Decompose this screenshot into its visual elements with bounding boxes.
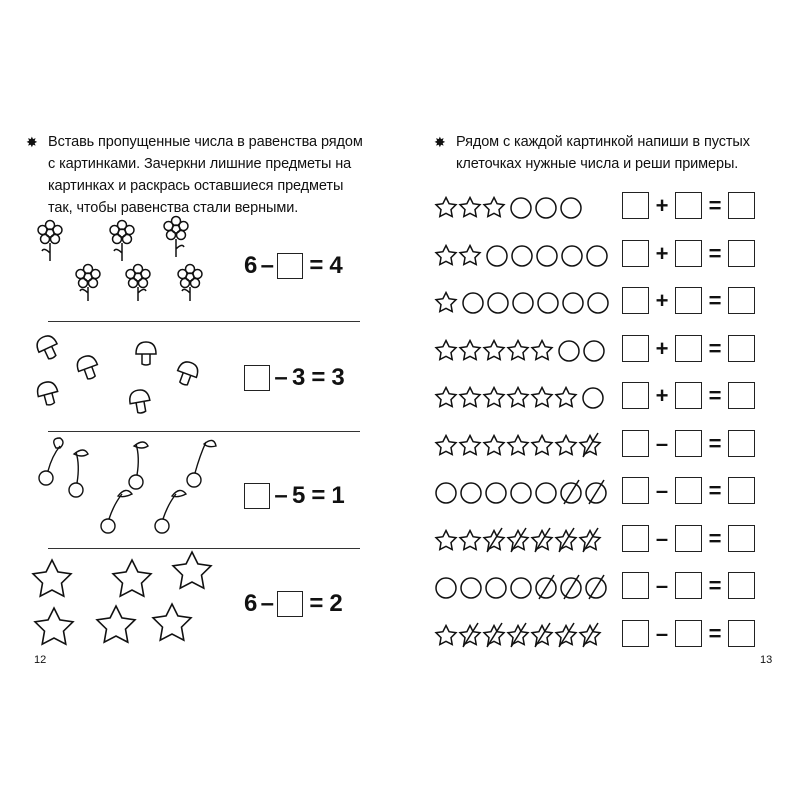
crossed-star-icon bbox=[532, 528, 552, 552]
circle-icon bbox=[461, 578, 481, 598]
shapes-picture bbox=[434, 572, 619, 604]
plus-sign: + bbox=[655, 288, 669, 313]
circle-icon bbox=[587, 246, 607, 266]
equals-sign: = bbox=[708, 620, 722, 646]
page-number: 12 bbox=[34, 654, 47, 666]
crossed-star-icon bbox=[460, 623, 480, 647]
equals-sign: = bbox=[309, 590, 324, 617]
flower-icon bbox=[76, 265, 100, 302]
star-icon bbox=[484, 340, 504, 359]
row-equation bbox=[622, 240, 755, 267]
equals-sign: = bbox=[708, 193, 722, 218]
circle-icon bbox=[511, 483, 531, 503]
answer-box[interactable] bbox=[675, 525, 702, 552]
equation-number: 6 bbox=[244, 252, 258, 279]
flowers-picture bbox=[30, 215, 230, 305]
equation-1 bbox=[244, 252, 343, 280]
circle-icon bbox=[436, 483, 456, 503]
answer-box[interactable] bbox=[728, 620, 755, 647]
circle-icon bbox=[538, 293, 558, 313]
star-icon bbox=[436, 293, 456, 312]
flower-icon bbox=[126, 265, 150, 302]
left-instruction bbox=[26, 131, 378, 219]
answer-box[interactable] bbox=[728, 192, 755, 219]
answer-box[interactable] bbox=[675, 430, 702, 457]
answer-box[interactable] bbox=[622, 430, 649, 457]
star-icon bbox=[436, 388, 456, 407]
circle-icon bbox=[486, 578, 506, 598]
star-icon bbox=[97, 606, 135, 642]
star-icon bbox=[436, 625, 456, 644]
crossed-circle-icon bbox=[561, 480, 581, 504]
answer-box[interactable] bbox=[728, 240, 755, 267]
circle-icon bbox=[583, 388, 603, 408]
answer-box[interactable] bbox=[728, 335, 755, 362]
minus-sign: – bbox=[274, 482, 288, 509]
answer-box[interactable] bbox=[675, 192, 702, 219]
crossed-circle-icon bbox=[561, 575, 581, 599]
shapes-picture bbox=[434, 477, 619, 509]
page-number: 13 bbox=[760, 654, 773, 666]
mushroom-icon bbox=[74, 353, 101, 381]
row-equation bbox=[622, 477, 755, 504]
exercise-row bbox=[434, 572, 784, 604]
star-icon bbox=[436, 435, 456, 454]
equation-2 bbox=[244, 364, 345, 392]
divider bbox=[48, 321, 360, 322]
circle-icon bbox=[563, 293, 583, 313]
equals-sign: = bbox=[708, 383, 722, 408]
shapes-picture bbox=[434, 240, 619, 272]
minus-sign: – bbox=[655, 525, 669, 551]
flower-icon bbox=[38, 221, 62, 262]
crossed-star-icon bbox=[484, 623, 504, 647]
equation-4 bbox=[244, 590, 343, 618]
answer-box[interactable] bbox=[622, 192, 649, 219]
equals-sign: = bbox=[309, 252, 324, 279]
star-icon bbox=[508, 340, 528, 359]
star-icon bbox=[173, 552, 211, 588]
minus-sign: – bbox=[655, 430, 669, 456]
star-icon bbox=[484, 198, 504, 217]
circle-icon bbox=[513, 293, 533, 313]
crossed-star-icon bbox=[508, 528, 528, 552]
equals-sign: = bbox=[708, 335, 722, 361]
equals-sign: = bbox=[708, 240, 722, 266]
cherry-icon bbox=[39, 438, 63, 485]
star-icon bbox=[556, 388, 576, 407]
star-icon bbox=[460, 435, 480, 454]
circle-icon bbox=[488, 293, 508, 313]
circle-icon bbox=[562, 246, 582, 266]
answer-box[interactable] bbox=[675, 477, 702, 504]
star-icon bbox=[532, 388, 552, 407]
cherry-icon bbox=[187, 440, 216, 487]
equals-sign: = bbox=[708, 525, 722, 551]
mushroom-icon bbox=[35, 380, 60, 407]
mushroom-icon bbox=[174, 359, 201, 387]
divider bbox=[48, 431, 360, 432]
cherry-icon bbox=[101, 490, 132, 533]
answer-box[interactable] bbox=[675, 335, 702, 362]
exercise-row bbox=[434, 430, 784, 462]
crossed-star-icon bbox=[580, 623, 600, 647]
star-icon bbox=[436, 245, 456, 264]
answer-box[interactable] bbox=[622, 572, 649, 599]
mushroom-icon bbox=[128, 388, 152, 414]
equation-3 bbox=[244, 482, 345, 510]
instruction-line: Вставь пропущенные числа в равенства рядом bbox=[48, 134, 363, 150]
circle-icon bbox=[537, 246, 557, 266]
star-icon bbox=[153, 604, 191, 640]
crossed-circle-icon bbox=[586, 575, 606, 599]
circle-icon bbox=[511, 578, 531, 598]
exercise-row bbox=[434, 287, 784, 319]
answer-box[interactable] bbox=[622, 477, 649, 504]
circle-icon bbox=[536, 198, 556, 218]
exercise-row bbox=[434, 477, 784, 509]
star-icon bbox=[33, 560, 71, 596]
equation-result: 4 bbox=[329, 252, 343, 279]
answer-box[interactable] bbox=[277, 591, 303, 617]
shapes-picture bbox=[434, 382, 619, 414]
circle-icon bbox=[463, 293, 483, 313]
circle-icon bbox=[487, 246, 507, 266]
equation-result: 2 bbox=[329, 590, 343, 617]
plus-sign: + bbox=[655, 335, 669, 361]
exercise-row bbox=[434, 382, 784, 414]
circle-icon bbox=[512, 246, 532, 266]
answer-box[interactable] bbox=[675, 240, 702, 267]
mushroom-icon bbox=[34, 333, 62, 362]
exercise-row bbox=[434, 192, 784, 224]
answer-box[interactable] bbox=[675, 382, 702, 409]
star-icon bbox=[532, 435, 552, 454]
instruction-line: с картинками. Зачеркни лишние предметы на bbox=[48, 156, 352, 172]
answer-box[interactable] bbox=[728, 382, 755, 409]
star-icon bbox=[508, 388, 528, 407]
answer-box[interactable] bbox=[622, 335, 649, 362]
crossed-star-icon bbox=[580, 528, 600, 552]
star-icon bbox=[484, 435, 504, 454]
circle-icon bbox=[461, 483, 481, 503]
answer-box[interactable] bbox=[728, 477, 755, 504]
plus-sign: + bbox=[655, 383, 669, 408]
crossed-circle-icon bbox=[536, 575, 556, 599]
circle-icon bbox=[561, 198, 581, 218]
answer-box[interactable] bbox=[622, 525, 649, 552]
answer-box[interactable] bbox=[675, 287, 702, 314]
answer-box[interactable] bbox=[728, 430, 755, 457]
right-instruction bbox=[434, 131, 786, 175]
star-icon bbox=[113, 560, 151, 596]
shapes-picture bbox=[434, 430, 619, 462]
row-equation bbox=[622, 287, 755, 314]
minus-sign: – bbox=[260, 252, 275, 279]
shapes-picture bbox=[434, 525, 619, 557]
equation-result: 3 bbox=[331, 364, 345, 391]
right-page bbox=[400, 0, 800, 800]
instruction-line: так, чтобы равенства стали верными. bbox=[48, 200, 299, 216]
circle-icon bbox=[511, 198, 531, 218]
flower-icon bbox=[178, 265, 202, 302]
star-icon bbox=[460, 245, 480, 264]
answer-box[interactable] bbox=[277, 253, 303, 279]
bullet-icon: ✸ bbox=[434, 134, 446, 150]
exercise-row bbox=[434, 335, 784, 367]
crossed-star-icon bbox=[508, 623, 528, 647]
answer-box[interactable] bbox=[728, 572, 755, 599]
equals-sign: = bbox=[708, 288, 722, 313]
star-icon bbox=[460, 340, 480, 359]
equals-sign: = bbox=[311, 364, 326, 391]
mushroom-icon bbox=[136, 342, 156, 365]
flower-icon bbox=[164, 217, 188, 258]
row-equation bbox=[622, 335, 755, 362]
star-icon bbox=[436, 340, 456, 359]
crossed-star-icon bbox=[580, 433, 600, 457]
crossed-circle-icon bbox=[586, 480, 606, 504]
shapes-picture bbox=[434, 335, 619, 367]
equals-sign: = bbox=[708, 430, 722, 456]
circle-icon bbox=[436, 578, 456, 598]
star-icon bbox=[556, 435, 576, 454]
answer-box[interactable] bbox=[244, 483, 270, 509]
row-equation bbox=[622, 382, 755, 409]
cherry-icon bbox=[155, 490, 186, 533]
answer-box[interactable] bbox=[622, 287, 649, 314]
row-equation bbox=[622, 572, 755, 599]
answer-box[interactable] bbox=[622, 382, 649, 409]
crossed-star-icon bbox=[556, 623, 576, 647]
instruction-line: клеточках нужные числа и реши примеры. bbox=[456, 156, 739, 172]
star-icon bbox=[436, 530, 456, 549]
row-equation bbox=[622, 430, 755, 457]
equals-sign: = bbox=[708, 478, 722, 503]
equals-sign: = bbox=[708, 573, 722, 598]
row-equation bbox=[622, 525, 755, 552]
cherries-picture bbox=[28, 440, 228, 540]
star-icon bbox=[532, 340, 552, 359]
minus-sign: – bbox=[655, 573, 669, 598]
minus-sign: – bbox=[655, 478, 669, 503]
equation-number: 3 bbox=[292, 364, 306, 391]
equals-sign: = bbox=[311, 482, 326, 509]
star-icon bbox=[460, 388, 480, 407]
answer-box[interactable] bbox=[622, 620, 649, 647]
crossed-star-icon bbox=[532, 623, 552, 647]
star-icon bbox=[460, 198, 480, 217]
circle-icon bbox=[486, 483, 506, 503]
shapes-picture bbox=[434, 192, 619, 224]
flower-icon bbox=[110, 221, 134, 262]
equation-result: 1 bbox=[331, 482, 345, 509]
answer-box[interactable] bbox=[675, 572, 702, 599]
minus-sign: – bbox=[274, 364, 288, 391]
equation-number: 6 bbox=[244, 590, 258, 617]
shapes-picture bbox=[434, 287, 619, 319]
exercise-row bbox=[434, 240, 784, 272]
star-icon bbox=[484, 388, 504, 407]
answer-box[interactable] bbox=[675, 620, 702, 647]
stars-picture bbox=[30, 552, 230, 652]
exercise-row bbox=[434, 525, 784, 557]
minus-sign: – bbox=[260, 590, 275, 617]
circle-icon bbox=[536, 483, 556, 503]
minus-sign: – bbox=[655, 620, 669, 646]
divider bbox=[48, 548, 360, 549]
circle-icon bbox=[559, 341, 579, 361]
star-icon bbox=[460, 530, 480, 549]
bullet-icon: ✸ bbox=[26, 134, 38, 150]
answer-box[interactable] bbox=[728, 525, 755, 552]
instruction-line: Рядом с каждой картинкой напиши в пустых bbox=[456, 134, 750, 150]
answer-box[interactable] bbox=[244, 365, 270, 391]
star-icon bbox=[508, 435, 528, 454]
plus-sign: + bbox=[655, 193, 669, 218]
shapes-picture bbox=[434, 620, 619, 652]
crossed-star-icon bbox=[556, 528, 576, 552]
circle-icon bbox=[584, 341, 604, 361]
row-equation bbox=[622, 192, 755, 219]
instruction-line: картинках и раскрась оставшиеся предметы bbox=[48, 178, 344, 194]
answer-box[interactable] bbox=[728, 287, 755, 314]
equation-number: 5 bbox=[292, 482, 306, 509]
answer-box[interactable] bbox=[622, 240, 649, 267]
cherry-icon bbox=[69, 450, 88, 497]
star-icon bbox=[35, 608, 73, 644]
mushrooms-picture bbox=[30, 330, 230, 420]
plus-sign: + bbox=[655, 240, 669, 266]
cherry-icon bbox=[129, 442, 148, 489]
row-equation bbox=[622, 620, 755, 647]
crossed-star-icon bbox=[484, 528, 504, 552]
exercise-row bbox=[434, 620, 784, 652]
star-icon bbox=[436, 198, 456, 217]
circle-icon bbox=[588, 293, 608, 313]
